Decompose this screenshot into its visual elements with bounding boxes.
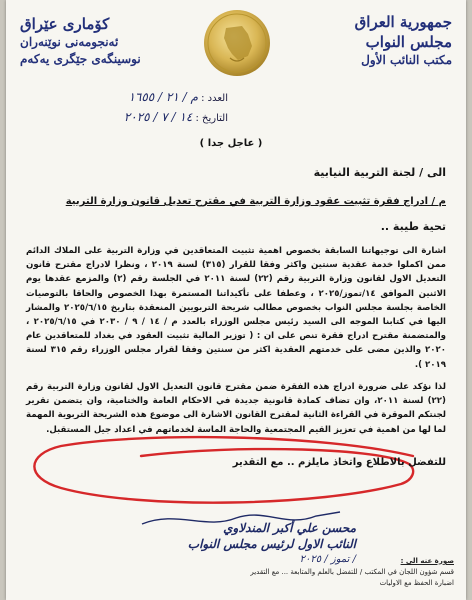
- letterhead-line: نوسینگەی جێگری یەکەم: [20, 52, 141, 66]
- copies-item: اضبارة الحفظ مع الاوليات: [379, 579, 454, 587]
- reference-date: [28, 108, 228, 128]
- addressee: الى / لجنة التربية النيابية: [313, 166, 446, 179]
- number-value: م / ٢١ / ١٦٥٥: [128, 90, 198, 104]
- signer-name: محسن علي أكبر المندلاوي: [223, 521, 356, 535]
- date-label: التاريخ :: [195, 113, 228, 124]
- signer-title: النائب الاول لرئيس مجلس النواب: [187, 537, 356, 551]
- letter-page: [6, 0, 466, 600]
- reference-number: [28, 88, 228, 108]
- letterhead-line: مكتب النائب الأول: [361, 53, 452, 67]
- letterhead-line: ئەنجومەنی نوێنەران: [20, 35, 119, 49]
- copies-block: [184, 556, 454, 589]
- urgent-marker: ( عاجل جدا ): [199, 138, 263, 149]
- copies-title: صورة عنه الى :: [400, 557, 454, 565]
- letterhead-arabic: [302, 12, 452, 69]
- letterhead-kurdish: [20, 14, 170, 68]
- copies-item: قسم شؤون اللجان في المكتب / للتفضل بالعلم والمتابعة ... مع التقدير: [250, 568, 454, 576]
- gold-seal-emblem: [202, 8, 272, 78]
- greeting: تحية طيبة ..: [380, 220, 446, 233]
- red-handwritten-loop: [21, 426, 421, 516]
- reference-block: [28, 88, 228, 128]
- body-paragraph-2: لذا نؤكد على ضرورة ادراج هذه الفقرة ضمن مقترح قانون التعديل الاول لقانون وزارة التربية رقم (٢٢) لسنة ٢٠١١، وان تضاف كمادة قانونية جديدة في الاحكام العامة والختامية، وان يتضمن تقرير لجنتكم الموقرة في القراءة الثانية لمقترح القانون الاشارة الى موضوع هذه الشريحة التربوية المهمة لما لها من اهمية في تعزيز القيم المجتمعية والحاجة الماسة لخدماتهم في اعداد جيل المستقبل.: [26, 382, 446, 435]
- number-label: العدد :: [201, 93, 228, 104]
- body-paragraph-1: اشارة الى توجيهاتنا السابقة بخصوص اهمية تثبيت المتعاقدين في وزارة التربية على الملاك الدائم ممن اكملوا خدمة عقدية سنتين واكثر وفقا للقرار (٣١٥) لسنة ٢٠١٩ ، ونظرا لادراج مقترح قانون التعديل الاول لقانون وزارة التربية رقم (٢٢) لسنة ٢٠١١ في الجلسة رقم (٢) والمزمع عقدها يوم الاثنين الموافق ١٤/تموز/٢٠٢٥ ، وعطفا على تأكيداتنا المستمرة بهذا الخصوص والحاقا بالتوصيات الخاصة بجلسة مجلس النواب بخصوص مطالب شريحة التربويين المنعقدة بتاريخ ٢٠٢٥/٦/١٥ والمشار اليها في كتابنا الموجه الى السيد رئيس مجلس الوزراء بالعدد م / ١٤ / ٩ / ٢٠٣٠ في ٢٠٢٥/٦/١٥ ، والمتضمنة مقترح ادراج فقرة تنص على ان : ( توزير المالية تثبيت العقود في بغداد للمتعاقدين عام ٢٠٢٠ والذين مضى على خدمتهم العقدية اكثر من سنتين وفقا لقرار مجلس الوزراء رقم ٣١٥ لسنة ٢٠١٩ ).: [26, 246, 447, 370]
- closing-line: للتفضل بالاطلاع واتخاذ مايلزم .. مع التقدير: [232, 457, 446, 468]
- date-value: ١٤ / ٧ / ٢٠٢٥: [123, 110, 193, 124]
- signer-date: / تموز / ٢٠٢٥: [299, 554, 356, 565]
- letterhead-line: مجلس النواب: [365, 33, 452, 51]
- letterhead-line: جمهورية العراق: [354, 13, 452, 31]
- letterhead-line: کۆماری عێراق: [20, 15, 110, 33]
- subject-line: م / ادراج فقرة تثبيت عقود وزارة التربية في مقترح تعديل قانون وزارة التربية: [65, 196, 446, 207]
